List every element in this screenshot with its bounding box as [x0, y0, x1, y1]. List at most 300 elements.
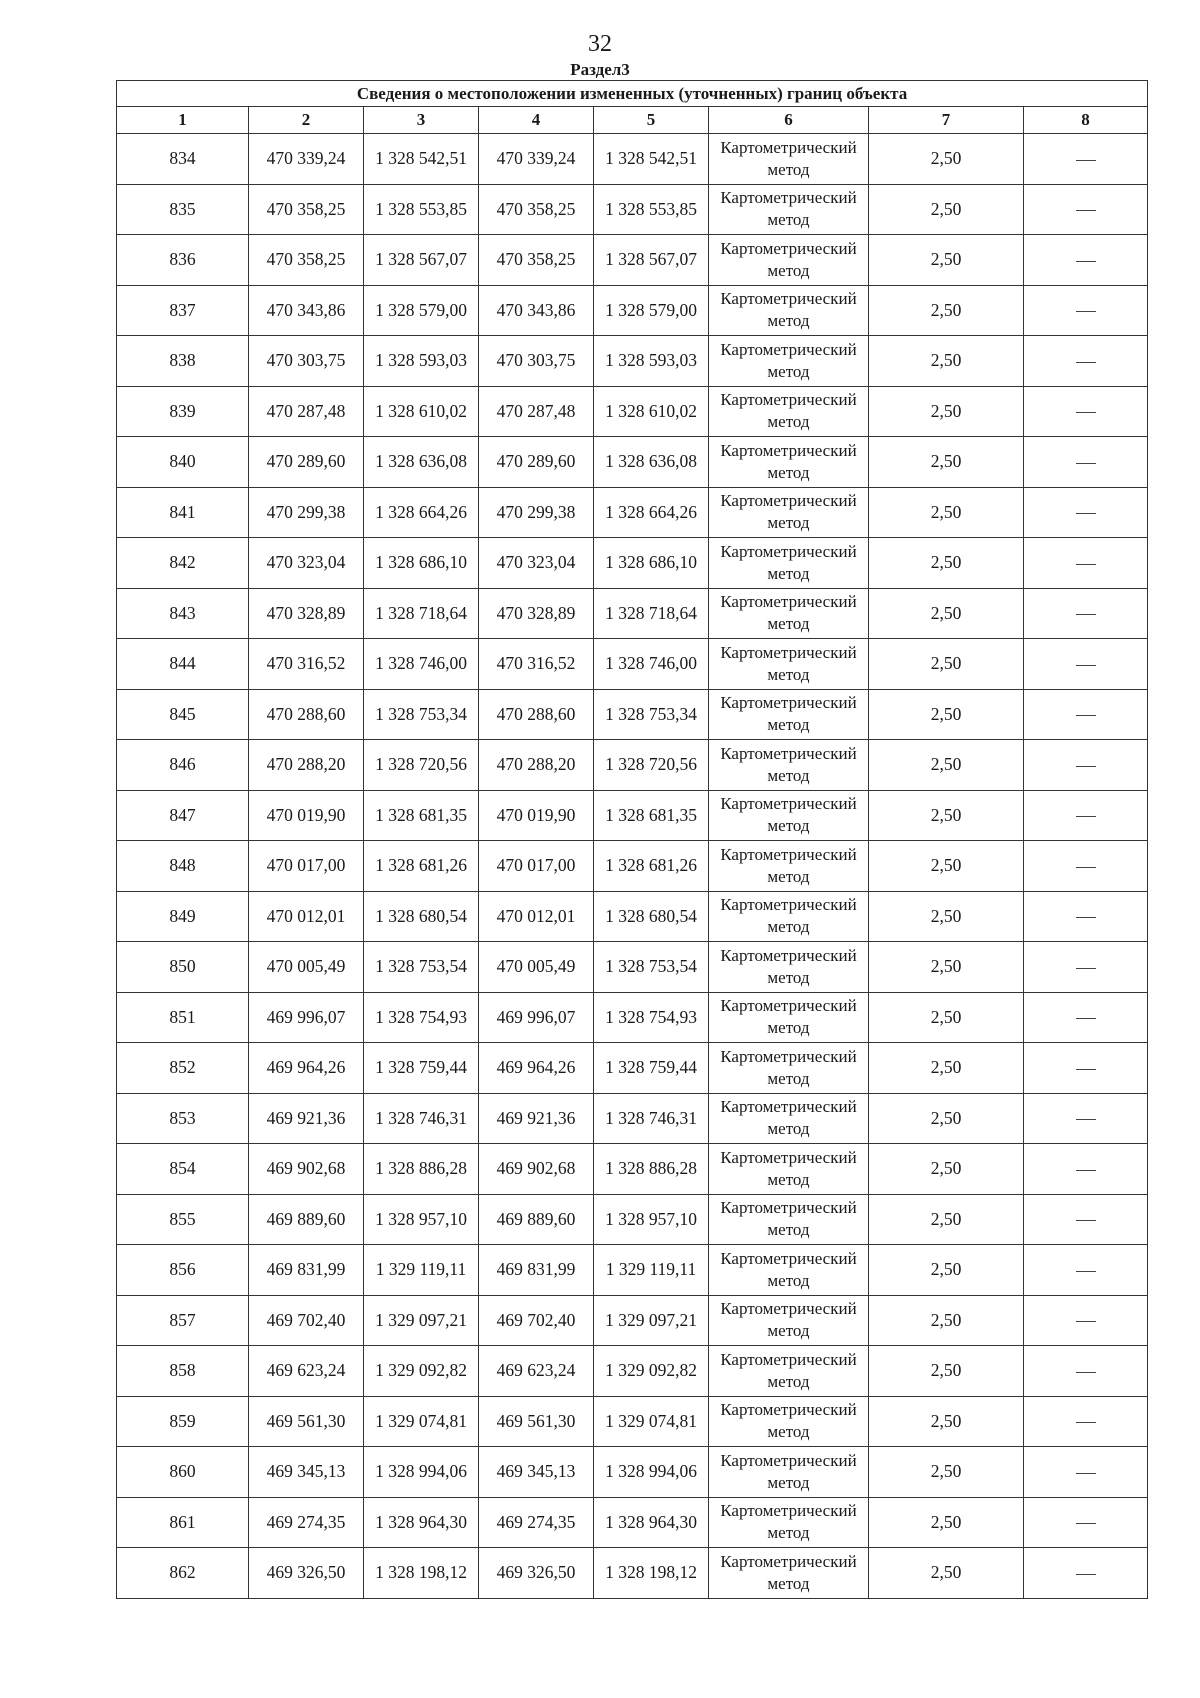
y-old-cell: 1 328 686,10	[364, 538, 479, 589]
x-new-cell: 470 287,48	[479, 386, 594, 437]
method-cell: Картометрический метод	[709, 487, 869, 538]
method-cell: Картометрический метод	[709, 336, 869, 387]
y-old-cell: 1 328 680,54	[364, 891, 479, 942]
x-old-cell: 469 345,13	[249, 1447, 364, 1498]
table-row	[117, 841, 1148, 892]
description-cell	[1024, 487, 1148, 538]
dash-mark	[1076, 1069, 1096, 1070]
dash-mark	[1076, 513, 1096, 514]
y-old-cell: 1 328 718,64	[364, 588, 479, 639]
description-cell	[1024, 1295, 1148, 1346]
y-old-cell: 1 329 097,21	[364, 1295, 479, 1346]
y-new-cell: 1 329 092,82	[594, 1346, 709, 1397]
x-new-cell: 469 921,36	[479, 1093, 594, 1144]
method-cell: Картометрический метод	[709, 1548, 869, 1599]
table-row	[117, 1346, 1148, 1397]
y-new-cell: 1 328 720,56	[594, 740, 709, 791]
point-number-cell: 834	[117, 134, 249, 185]
method-cell: Картометрический метод	[709, 1497, 869, 1548]
method-cell: Картометрический метод	[709, 942, 869, 993]
method-cell: Картометрический метод	[709, 386, 869, 437]
description-cell	[1024, 235, 1148, 286]
dash-mark	[1076, 1321, 1096, 1322]
y-old-cell: 1 328 746,31	[364, 1093, 479, 1144]
table-row	[117, 1043, 1148, 1094]
dash-mark	[1076, 463, 1096, 464]
dash-mark	[1076, 1372, 1096, 1373]
description-cell	[1024, 1043, 1148, 1094]
dash-mark	[1076, 1119, 1096, 1120]
point-number-cell: 846	[117, 740, 249, 791]
description-cell	[1024, 740, 1148, 791]
dash-mark	[1076, 1523, 1096, 1524]
method-cell: Картометрический метод	[709, 1194, 869, 1245]
table-row	[117, 1245, 1148, 1296]
x-new-cell: 470 012,01	[479, 891, 594, 942]
method-cell: Картометрический метод	[709, 285, 869, 336]
y-old-cell: 1 328 681,26	[364, 841, 479, 892]
y-new-cell: 1 328 567,07	[594, 235, 709, 286]
dash-mark	[1076, 564, 1096, 565]
description-cell	[1024, 1548, 1148, 1599]
y-old-cell: 1 328 753,34	[364, 689, 479, 740]
x-new-cell: 469 345,13	[479, 1447, 594, 1498]
y-old-cell: 1 328 754,93	[364, 992, 479, 1043]
y-new-cell: 1 328 746,00	[594, 639, 709, 690]
method-cell: Картометрический метод	[709, 1144, 869, 1195]
table-row	[117, 1194, 1148, 1245]
x-new-cell: 470 299,38	[479, 487, 594, 538]
table-row	[117, 1144, 1148, 1195]
method-cell: Картометрический метод	[709, 1093, 869, 1144]
y-new-cell: 1 328 610,02	[594, 386, 709, 437]
x-new-cell: 469 561,30	[479, 1396, 594, 1447]
description-cell	[1024, 891, 1148, 942]
description-cell	[1024, 841, 1148, 892]
accuracy-cell: 2,50	[869, 588, 1024, 639]
description-cell	[1024, 184, 1148, 235]
y-old-cell: 1 328 957,10	[364, 1194, 479, 1245]
y-new-cell: 1 328 964,30	[594, 1497, 709, 1548]
table-row	[117, 891, 1148, 942]
y-new-cell: 1 329 097,21	[594, 1295, 709, 1346]
description-cell	[1024, 1497, 1148, 1548]
x-new-cell: 470 288,20	[479, 740, 594, 791]
y-old-cell: 1 328 542,51	[364, 134, 479, 185]
method-cell: Картометрический метод	[709, 891, 869, 942]
description-cell	[1024, 134, 1148, 185]
dash-mark	[1076, 1220, 1096, 1221]
y-old-cell: 1 328 636,08	[364, 437, 479, 488]
y-new-cell: 1 328 759,44	[594, 1043, 709, 1094]
description-cell	[1024, 1144, 1148, 1195]
method-cell: Картометрический метод	[709, 1396, 869, 1447]
x-old-cell: 469 274,35	[249, 1497, 364, 1548]
point-number-cell: 857	[117, 1295, 249, 1346]
method-cell: Картометрический метод	[709, 134, 869, 185]
y-old-cell: 1 328 681,35	[364, 790, 479, 841]
y-new-cell: 1 328 664,26	[594, 487, 709, 538]
column-number-3: 3	[364, 107, 479, 134]
method-cell: Картометрический метод	[709, 1043, 869, 1094]
dash-mark	[1076, 917, 1096, 918]
x-old-cell: 469 902,68	[249, 1144, 364, 1195]
table-row	[117, 336, 1148, 387]
accuracy-cell: 2,50	[869, 790, 1024, 841]
accuracy-cell: 2,50	[869, 134, 1024, 185]
description-cell	[1024, 588, 1148, 639]
accuracy-cell: 2,50	[869, 1497, 1024, 1548]
method-cell: Картометрический метод	[709, 1346, 869, 1397]
x-old-cell: 470 358,25	[249, 235, 364, 286]
x-old-cell: 470 316,52	[249, 639, 364, 690]
dash-mark	[1076, 261, 1096, 262]
point-number-cell: 848	[117, 841, 249, 892]
dash-mark	[1076, 1574, 1096, 1575]
x-old-cell: 470 358,25	[249, 184, 364, 235]
point-number-cell: 850	[117, 942, 249, 993]
x-old-cell: 470 288,20	[249, 740, 364, 791]
table-row	[117, 1447, 1148, 1498]
y-new-cell: 1 328 718,64	[594, 588, 709, 639]
accuracy-cell: 2,50	[869, 942, 1024, 993]
point-number-cell: 856	[117, 1245, 249, 1296]
dash-mark	[1076, 766, 1096, 767]
point-number-cell: 859	[117, 1396, 249, 1447]
page-number: 32	[588, 31, 612, 57]
y-old-cell: 1 329 092,82	[364, 1346, 479, 1397]
dash-mark	[1076, 867, 1096, 868]
method-cell: Картометрический метод	[709, 1295, 869, 1346]
x-new-cell: 470 288,60	[479, 689, 594, 740]
description-cell	[1024, 1396, 1148, 1447]
method-cell: Картометрический метод	[709, 639, 869, 690]
x-old-cell: 470 339,24	[249, 134, 364, 185]
description-cell	[1024, 285, 1148, 336]
point-number-cell: 840	[117, 437, 249, 488]
method-cell: Картометрический метод	[709, 588, 869, 639]
method-cell: Картометрический метод	[709, 437, 869, 488]
x-new-cell: 470 005,49	[479, 942, 594, 993]
accuracy-cell: 2,50	[869, 841, 1024, 892]
point-number-cell: 838	[117, 336, 249, 387]
y-old-cell: 1 328 664,26	[364, 487, 479, 538]
column-number-8: 8	[1024, 107, 1148, 134]
point-number-cell: 862	[117, 1548, 249, 1599]
y-new-cell: 1 328 553,85	[594, 184, 709, 235]
x-new-cell: 469 902,68	[479, 1144, 594, 1195]
accuracy-cell: 2,50	[869, 386, 1024, 437]
y-new-cell: 1 329 119,11	[594, 1245, 709, 1296]
accuracy-cell: 2,50	[869, 336, 1024, 387]
y-old-cell: 1 328 579,00	[364, 285, 479, 336]
table-row	[117, 790, 1148, 841]
y-new-cell: 1 328 753,34	[594, 689, 709, 740]
table-row	[117, 992, 1148, 1043]
description-cell	[1024, 639, 1148, 690]
description-cell	[1024, 386, 1148, 437]
y-old-cell: 1 328 964,30	[364, 1497, 479, 1548]
description-cell	[1024, 1194, 1148, 1245]
table-row	[117, 437, 1148, 488]
x-old-cell: 470 012,01	[249, 891, 364, 942]
point-number-cell: 836	[117, 235, 249, 286]
table-row	[117, 1093, 1148, 1144]
accuracy-cell: 2,50	[869, 184, 1024, 235]
y-old-cell: 1 328 610,02	[364, 386, 479, 437]
y-old-cell: 1 328 593,03	[364, 336, 479, 387]
x-new-cell: 470 303,75	[479, 336, 594, 387]
dash-mark	[1076, 1170, 1096, 1171]
dash-mark	[1076, 362, 1096, 363]
dash-mark	[1076, 816, 1096, 817]
description-cell	[1024, 1093, 1148, 1144]
dash-mark	[1076, 968, 1096, 969]
accuracy-cell: 2,50	[869, 538, 1024, 589]
column-number-5: 5	[594, 107, 709, 134]
y-new-cell: 1 328 681,26	[594, 841, 709, 892]
x-new-cell: 470 343,86	[479, 285, 594, 336]
method-cell: Картометрический метод	[709, 689, 869, 740]
y-new-cell: 1 328 746,31	[594, 1093, 709, 1144]
accuracy-cell: 2,50	[869, 1548, 1024, 1599]
x-new-cell: 470 316,52	[479, 639, 594, 690]
description-cell	[1024, 689, 1148, 740]
dash-mark	[1076, 1473, 1096, 1474]
x-old-cell: 469 831,99	[249, 1245, 364, 1296]
dash-mark	[1076, 665, 1096, 666]
dash-mark	[1076, 1422, 1096, 1423]
x-old-cell: 470 005,49	[249, 942, 364, 993]
dash-mark	[1076, 1018, 1096, 1019]
accuracy-cell: 2,50	[869, 285, 1024, 336]
table-row	[117, 235, 1148, 286]
y-old-cell: 1 328 759,44	[364, 1043, 479, 1094]
method-cell: Картометрический метод	[709, 740, 869, 791]
accuracy-cell: 2,50	[869, 1093, 1024, 1144]
table-row	[117, 1497, 1148, 1548]
x-new-cell: 469 326,50	[479, 1548, 594, 1599]
y-new-cell: 1 328 753,54	[594, 942, 709, 993]
y-old-cell: 1 328 198,12	[364, 1548, 479, 1599]
x-new-cell: 469 996,07	[479, 992, 594, 1043]
accuracy-cell: 2,50	[869, 235, 1024, 286]
x-new-cell: 470 339,24	[479, 134, 594, 185]
x-new-cell: 469 964,26	[479, 1043, 594, 1094]
y-new-cell: 1 328 680,54	[594, 891, 709, 942]
point-number-cell: 855	[117, 1194, 249, 1245]
description-cell	[1024, 992, 1148, 1043]
y-new-cell: 1 328 636,08	[594, 437, 709, 488]
y-old-cell: 1 328 994,06	[364, 1447, 479, 1498]
x-old-cell: 470 289,60	[249, 437, 364, 488]
point-number-cell: 860	[117, 1447, 249, 1498]
table-row	[117, 134, 1148, 185]
accuracy-cell: 2,50	[869, 689, 1024, 740]
table-row	[117, 285, 1148, 336]
y-old-cell: 1 328 567,07	[364, 235, 479, 286]
description-cell	[1024, 1447, 1148, 1498]
column-number-1: 1	[117, 107, 249, 134]
accuracy-cell: 2,50	[869, 1396, 1024, 1447]
y-old-cell: 1 329 119,11	[364, 1245, 479, 1296]
x-old-cell: 470 287,48	[249, 386, 364, 437]
y-new-cell: 1 328 681,35	[594, 790, 709, 841]
y-new-cell: 1 329 074,81	[594, 1396, 709, 1447]
point-number-cell: 851	[117, 992, 249, 1043]
point-number-cell: 843	[117, 588, 249, 639]
accuracy-cell: 2,50	[869, 992, 1024, 1043]
method-cell: Картометрический метод	[709, 790, 869, 841]
point-number-cell: 837	[117, 285, 249, 336]
x-new-cell: 470 358,25	[479, 184, 594, 235]
point-number-cell: 839	[117, 386, 249, 437]
x-new-cell: 470 017,00	[479, 841, 594, 892]
description-cell	[1024, 790, 1148, 841]
method-cell: Картометрический метод	[709, 184, 869, 235]
point-number-cell: 849	[117, 891, 249, 942]
description-cell	[1024, 1245, 1148, 1296]
x-new-cell: 469 274,35	[479, 1497, 594, 1548]
x-new-cell: 470 289,60	[479, 437, 594, 488]
column-number-6: 6	[709, 107, 869, 134]
description-cell	[1024, 437, 1148, 488]
y-new-cell: 1 328 754,93	[594, 992, 709, 1043]
y-new-cell: 1 328 886,28	[594, 1144, 709, 1195]
table-row	[117, 1396, 1148, 1447]
method-cell: Картометрический метод	[709, 1447, 869, 1498]
x-new-cell: 470 358,25	[479, 235, 594, 286]
table-row	[117, 740, 1148, 791]
description-cell	[1024, 1346, 1148, 1397]
y-new-cell: 1 328 994,06	[594, 1447, 709, 1498]
x-old-cell: 470 299,38	[249, 487, 364, 538]
description-cell	[1024, 942, 1148, 993]
x-old-cell: 470 303,75	[249, 336, 364, 387]
dash-mark	[1076, 311, 1096, 312]
method-cell: Картометрический метод	[709, 235, 869, 286]
table-row	[117, 487, 1148, 538]
table-row	[117, 639, 1148, 690]
x-old-cell: 469 964,26	[249, 1043, 364, 1094]
x-old-cell: 469 702,40	[249, 1295, 364, 1346]
description-cell	[1024, 538, 1148, 589]
accuracy-cell: 2,50	[869, 1245, 1024, 1296]
y-new-cell: 1 328 542,51	[594, 134, 709, 185]
boundary-coordinates-table	[116, 80, 1148, 1599]
x-old-cell: 469 996,07	[249, 992, 364, 1043]
accuracy-cell: 2,50	[869, 740, 1024, 791]
point-number-cell: 842	[117, 538, 249, 589]
point-number-cell: 854	[117, 1144, 249, 1195]
accuracy-cell: 2,50	[869, 487, 1024, 538]
point-number-cell: 841	[117, 487, 249, 538]
y-new-cell: 1 328 198,12	[594, 1548, 709, 1599]
y-new-cell: 1 328 686,10	[594, 538, 709, 589]
method-cell: Картометрический метод	[709, 841, 869, 892]
x-old-cell: 470 017,00	[249, 841, 364, 892]
point-number-cell: 853	[117, 1093, 249, 1144]
y-old-cell: 1 329 074,81	[364, 1396, 479, 1447]
dash-mark	[1076, 614, 1096, 615]
x-old-cell: 470 288,60	[249, 689, 364, 740]
accuracy-cell: 2,50	[869, 1144, 1024, 1195]
section-title: Раздел3	[570, 60, 630, 79]
accuracy-cell: 2,50	[869, 639, 1024, 690]
accuracy-cell: 2,50	[869, 1346, 1024, 1397]
table-row	[117, 588, 1148, 639]
x-old-cell: 470 343,86	[249, 285, 364, 336]
method-cell: Картометрический метод	[709, 992, 869, 1043]
y-old-cell: 1 328 746,00	[364, 639, 479, 690]
x-new-cell: 470 323,04	[479, 538, 594, 589]
x-old-cell: 469 921,36	[249, 1093, 364, 1144]
x-new-cell: 469 623,24	[479, 1346, 594, 1397]
table-row	[117, 538, 1148, 589]
point-number-cell: 852	[117, 1043, 249, 1094]
point-number-cell: 845	[117, 689, 249, 740]
y-new-cell: 1 328 957,10	[594, 1194, 709, 1245]
accuracy-cell: 2,50	[869, 891, 1024, 942]
point-number-cell: 844	[117, 639, 249, 690]
point-number-cell: 847	[117, 790, 249, 841]
column-number-row	[117, 107, 1148, 134]
column-number-4: 4	[479, 107, 594, 134]
point-number-cell: 861	[117, 1497, 249, 1548]
y-new-cell: 1 328 579,00	[594, 285, 709, 336]
table-row	[117, 942, 1148, 993]
point-number-cell: 835	[117, 184, 249, 235]
point-number-cell: 858	[117, 1346, 249, 1397]
dash-mark	[1076, 160, 1096, 161]
dash-mark	[1076, 715, 1096, 716]
table-row	[117, 1295, 1148, 1346]
x-old-cell: 469 326,50	[249, 1548, 364, 1599]
accuracy-cell: 2,50	[869, 1043, 1024, 1094]
x-old-cell: 470 323,04	[249, 538, 364, 589]
accuracy-cell: 2,50	[869, 437, 1024, 488]
x-old-cell: 470 328,89	[249, 588, 364, 639]
table-row	[117, 689, 1148, 740]
x-new-cell: 469 702,40	[479, 1295, 594, 1346]
column-number-7: 7	[869, 107, 1024, 134]
y-new-cell: 1 328 593,03	[594, 336, 709, 387]
x-old-cell: 470 019,90	[249, 790, 364, 841]
column-number-2: 2	[249, 107, 364, 134]
table-row	[117, 184, 1148, 235]
accuracy-cell: 2,50	[869, 1447, 1024, 1498]
accuracy-cell: 2,50	[869, 1194, 1024, 1245]
x-old-cell: 469 889,60	[249, 1194, 364, 1245]
method-cell: Картометрический метод	[709, 1245, 869, 1296]
y-old-cell: 1 328 886,28	[364, 1144, 479, 1195]
y-old-cell: 1 328 553,85	[364, 184, 479, 235]
y-old-cell: 1 328 720,56	[364, 740, 479, 791]
x-old-cell: 469 561,30	[249, 1396, 364, 1447]
dash-mark	[1076, 210, 1096, 211]
x-new-cell: 469 889,60	[479, 1194, 594, 1245]
accuracy-cell: 2,50	[869, 1295, 1024, 1346]
table-row	[117, 1548, 1148, 1599]
table-row	[117, 386, 1148, 437]
x-old-cell: 469 623,24	[249, 1346, 364, 1397]
x-new-cell: 469 831,99	[479, 1245, 594, 1296]
dash-mark	[1076, 412, 1096, 413]
table-caption: Сведения о местоположении измененных (уточненных) границ объекта	[117, 81, 1148, 107]
description-cell	[1024, 336, 1148, 387]
y-old-cell: 1 328 753,54	[364, 942, 479, 993]
method-cell: Картометрический метод	[709, 538, 869, 589]
